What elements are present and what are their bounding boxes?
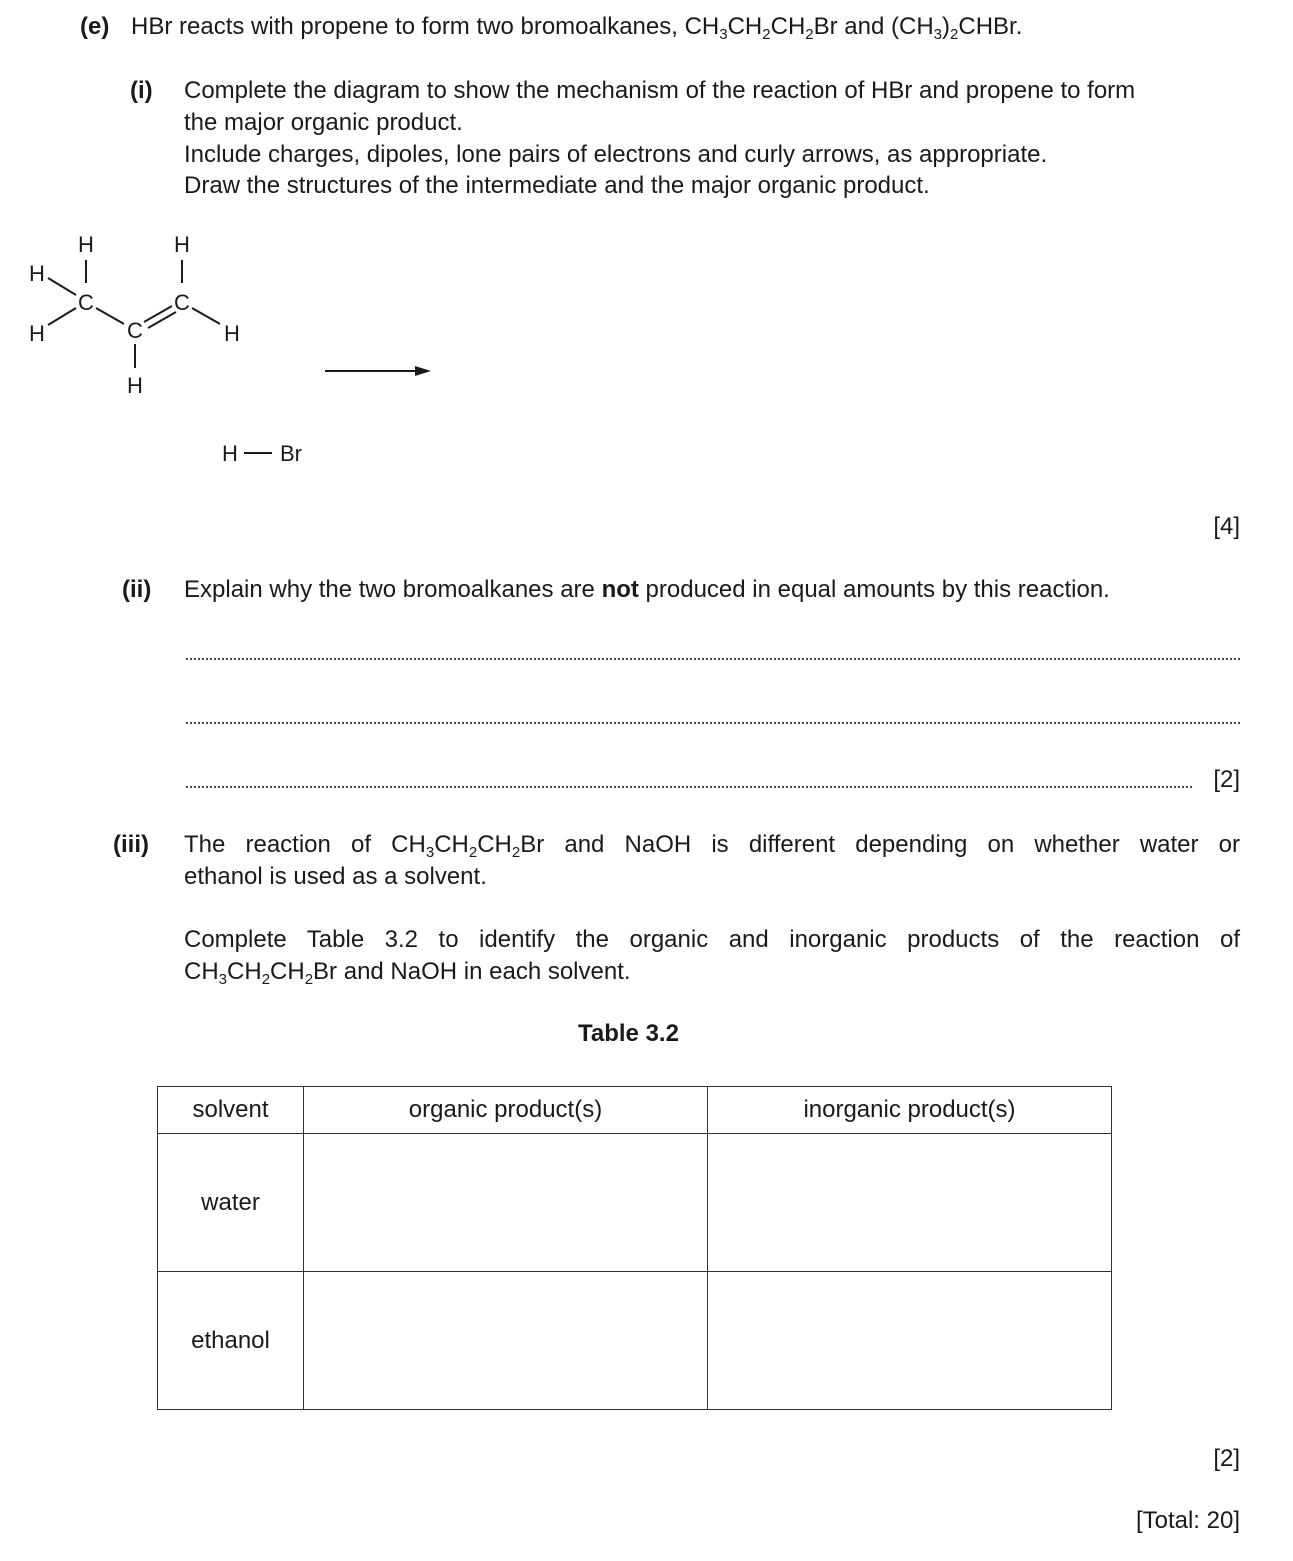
bond [192, 308, 220, 324]
table-title: Table 3.2 [578, 1020, 679, 1047]
atom-h: H [174, 232, 190, 257]
solvent-cell: ethanol [158, 1272, 304, 1410]
table-row [158, 1134, 1112, 1272]
organic-answer-cell[interactable] [304, 1272, 708, 1410]
formula: $CH_3CH_2CH_2Br$ [391, 831, 545, 861]
header-solvent: solvent [158, 1087, 304, 1134]
text: Explain why the two bromoalkanes are [184, 576, 602, 603]
atom-h: H [29, 261, 45, 286]
atom-c: C [127, 318, 143, 343]
emphasis: not [601, 576, 639, 603]
part-iii-label: (iii) [113, 831, 149, 858]
double-bond [144, 306, 172, 322]
organic-answer-cell[interactable] [304, 1134, 708, 1272]
part-iii-line [184, 829, 1240, 861]
part-i-line: the major organic product. [184, 109, 463, 136]
part-iii-line [184, 956, 631, 988]
arrow-head-icon [415, 366, 431, 376]
text: The reaction of [184, 831, 392, 858]
part-i-line: Complete the diagram to show the mechanism of the reaction of HBr and propene to form [184, 77, 1136, 104]
atom-h: H [29, 321, 45, 346]
part-e-text [131, 11, 1022, 43]
atom-h: H [78, 232, 94, 257]
atom-h: H [127, 373, 143, 398]
text: and [837, 13, 892, 40]
text: and NaOH in each solvent. [337, 958, 631, 985]
atom-h: H [224, 321, 240, 346]
marks-i: [4] [1213, 513, 1240, 540]
part-iii-line: ethanol is used as a solvent. [184, 863, 487, 890]
atom-c: C [78, 290, 94, 315]
table-row [158, 1272, 1112, 1410]
solvent-cell: water [158, 1134, 304, 1272]
bond [48, 308, 76, 325]
inorganic-answer-cell[interactable] [708, 1272, 1112, 1410]
part-i-line: Draw the structures of the intermediate and the major organic product. [184, 172, 930, 199]
bond [48, 278, 76, 295]
part-iii-line: Complete Table 3.2 to identify the organic and inorganic products of the reaction of [184, 926, 1240, 953]
header-organic: organic product(s) [304, 1087, 708, 1134]
text: and NaOH is different depending on whether water or [544, 831, 1240, 858]
products-table [157, 1086, 1112, 1410]
answer-line-3[interactable] [186, 786, 1192, 788]
part-e-label: (e) [80, 13, 110, 40]
hbr-h: H [222, 441, 238, 466]
part-i-line: Include charges, dipoles, lone pairs of electrons and curly arrows, as appropriate. [184, 141, 1048, 168]
marks-ii: [2] [1213, 766, 1240, 793]
answer-line-2[interactable] [186, 722, 1240, 724]
part-i-label: (i) [130, 77, 153, 104]
text: . [1015, 13, 1023, 40]
answer-line-1[interactable] [186, 658, 1240, 660]
double-bond [148, 312, 176, 328]
formula: $CH_3CH_2CH_2Br$ [184, 958, 338, 988]
part-ii-text [184, 574, 1110, 606]
formula-propyl-bromide: $CH_3CH_2CH_2Br$ [684, 13, 838, 43]
text: produced in equal amounts by this reaction. [638, 576, 1110, 603]
formula-isopropyl-bromide: $(CH_3)_2CHBr$ [891, 13, 1016, 43]
atom-c: C [174, 290, 190, 315]
text: HBr reacts with propene to form two bromoalkanes, [131, 13, 685, 40]
propene-hbr-diagram [0, 220, 460, 480]
hbr-br: Br [280, 441, 302, 466]
inorganic-answer-cell[interactable] [708, 1134, 1112, 1272]
header-inorganic: inorganic product(s) [708, 1087, 1112, 1134]
table-header-row [158, 1087, 1112, 1134]
total-marks: [Total: 20] [1135, 1507, 1240, 1534]
bond [96, 308, 124, 324]
part-ii-label: (ii) [122, 576, 152, 603]
marks-iii: [2] [1213, 1445, 1240, 1472]
